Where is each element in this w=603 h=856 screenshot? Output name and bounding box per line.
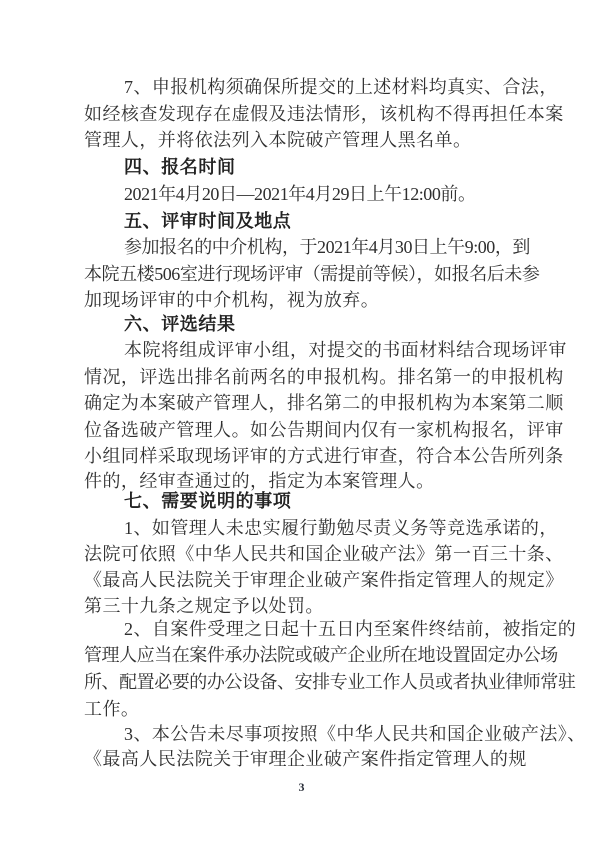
document-line: 2021年4月20日—2021年4月29日上午12:00前。 — [124, 184, 476, 204]
section-heading: 四、报名时间 — [124, 157, 236, 177]
document-line: 确定为本案破产管理人，排名第二的申报机构为本案第二顺 — [84, 393, 564, 413]
document-line: 第三十九条之规定予以处罚。 — [84, 596, 324, 616]
document-line: 小组同样采取现场评审的方式进行审查，符合本公告所列条 — [84, 446, 564, 466]
document-line: 位备选破产管理人。如公告期间内仅有一家机构报名，评审 — [84, 420, 564, 440]
section-heading: 五、评审时间及地点 — [124, 211, 292, 231]
document-line: 情况，评选出排名前两名的申报机构。排名第一的申报机构 — [84, 367, 564, 387]
document-line: 法院可依照《中华人民共和国企业破产法》第一百三十条、 — [84, 544, 564, 564]
document-line: 所、配置必要的办公设备、安排专业工作人员或者执业律师常驻 — [84, 672, 576, 692]
document-line: 参加报名的中介机构，于2021年4月30日上午9:00，到 — [124, 237, 530, 257]
document-line: 加现场评审的中介机构，视为放弃。 — [84, 290, 380, 310]
document-line: 7、申报机构须确保所提交的上述材料均真实、合法， — [124, 77, 558, 97]
document-line: 《最高人民法院关于审理企业破产案件指定管理人的规定》 — [84, 570, 564, 590]
document-line: 《最高人民法院关于审理企业破产案件指定管理人的规 — [84, 749, 527, 769]
document-line: 件的，经审查通过的，指定为本案管理人。 — [84, 471, 435, 491]
page-number: 3 — [298, 780, 305, 794]
document-line: 本院五楼506室进行现场评审（需提前等候），如报名后未参 — [84, 264, 540, 284]
document-line: 3、本公告未尽事项按照《中华人民共和国企业破产法》、 — [124, 724, 586, 744]
document-line: 2、自案件受理之日起十五日内至案件终结前，被指定的 — [124, 619, 577, 639]
document-line: 工作。 — [84, 699, 140, 719]
document-line: 1、如管理人未忠实履行勤勉尽责义务等竞选承诺的， — [124, 518, 558, 538]
section-heading: 七、需要说明的事项 — [124, 491, 292, 511]
document-line: 管理人应当在案件承办法院或破产企业所在地设置固定办公场 — [84, 645, 558, 665]
section-heading: 六、评选结果 — [124, 314, 236, 334]
document-line: 本院将组成评审小组，对提交的书面材料结合现场评审 — [124, 340, 567, 360]
document-line: 管理人，并将依法列入本院破产管理人黑名单。 — [84, 130, 472, 150]
document-line: 如经核查发现存在虚假及违法情形，该机构不得再担任本案 — [84, 104, 564, 124]
